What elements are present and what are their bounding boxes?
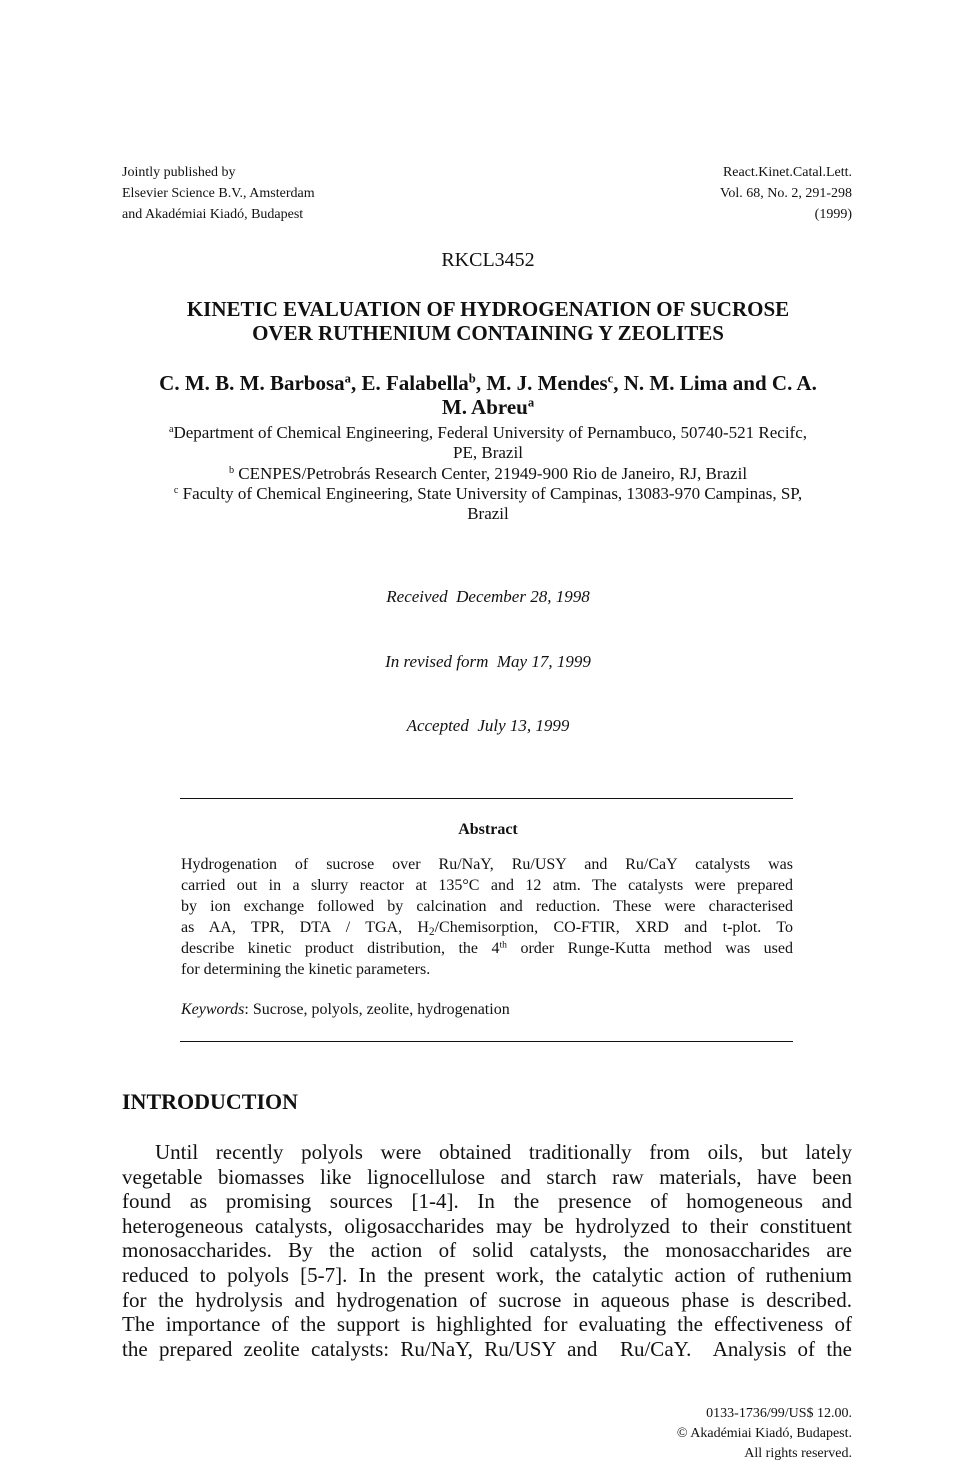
received-date: Received December 28, 1998	[386, 587, 590, 607]
publisher-line: Elsevier Science B.V., Amsterdam	[122, 186, 315, 201]
body-line: for the hydrolysis and hydrogenation of sucrose in aqueous phase is described.	[122, 1287, 852, 1312]
author: , E. Falabella	[350, 371, 469, 395]
author: , N. M. Lima and C. A.	[613, 371, 817, 395]
paper-title	[0, 297, 976, 345]
abstract-line	[181, 938, 793, 959]
journal-line: React.Kinet.Catal.Lett.	[722, 165, 852, 180]
abstract-line: carried out in a slurry reactor at 135°C and 12 atm. The catalysts were prepared	[181, 876, 793, 894]
dates	[0, 543, 976, 780]
revised-date: In revised form May 17, 1999	[385, 651, 591, 671]
superscript: th	[499, 939, 507, 951]
title-line: OVER RUTHENIUM CONTAINING Y ZEOLITES	[252, 321, 724, 345]
abstract-heading: Abstract	[458, 820, 518, 838]
journal-info	[720, 162, 852, 225]
footer-line: All rights reserved.	[744, 1446, 852, 1462]
subscript: 2	[428, 925, 435, 938]
keywords-label: Keywords	[181, 1000, 245, 1018]
author: M. Abreu	[441, 395, 528, 419]
page-header	[0, 162, 976, 225]
abstract-line: for determining the kinetic parameters.	[181, 960, 431, 978]
text: describe kinetic product distribution, the 4	[181, 939, 500, 957]
keywords	[181, 1000, 976, 1019]
divider	[180, 1041, 793, 1042]
body-line: heterogeneous catalysts, oligosaccharides may be hydrolyzed to their constituent	[122, 1213, 852, 1238]
publisher-line: and Akadémiai Kiadó, Budapest	[122, 207, 304, 222]
text: as AA, TPR, DTA / TGA, H	[181, 918, 429, 936]
body-line: the prepared zeolite catalysts: Ru/NaY, Ru/USY and Ru/CaY. Analysis of the	[122, 1336, 852, 1361]
authors	[0, 371, 976, 419]
title-line: KINETIC EVALUATION OF HYDROGENATION OF SUCROSE	[186, 297, 790, 321]
publisher-info	[122, 162, 315, 225]
abstract-line	[181, 917, 793, 938]
journal-line: Vol. 68, No. 2, 291-298	[720, 186, 852, 201]
affiliation-mark: b	[228, 464, 235, 476]
text: order Runge-Kutta method was used	[506, 939, 794, 957]
affiliation: PE, Brazil	[453, 443, 523, 463]
introduction-body	[122, 1140, 852, 1361]
affiliation: CENPES/Petrobrás Research Center, 21949-900 Rio de Janeiro, RJ, Brazil	[238, 463, 748, 483]
divider	[180, 798, 793, 799]
body-line: reduced to polyols [5-7]. In the present work, the catalytic action of ruthenium	[122, 1262, 852, 1287]
affiliations	[0, 423, 976, 524]
affiliation-mark: a	[344, 371, 351, 386]
abstract-line: Hydrogenation of sucrose over Ru/NaY, Ru/USY and Ru/CaY catalysts was	[181, 855, 793, 873]
copyright-footer	[0, 1404, 976, 1464]
section-heading: INTRODUCTION	[122, 1088, 299, 1114]
affiliation-mark: c	[173, 484, 179, 496]
author: C. M. B. M. Barbosa	[159, 371, 345, 395]
body-line: found as promising sources [1-4]. In the presence of homogeneous and	[122, 1189, 852, 1214]
article-id: RKCL3452	[441, 249, 535, 271]
affiliation: Department of Chemical Engineering, Federal University of Pernambuco, 50740-521 Recifc,	[173, 423, 808, 442]
body-line: The importance of the support is highlighted for evaluating the effectiveness of	[122, 1312, 852, 1337]
footer-line: © Akadémiai Kiadó, Budapest.	[676, 1426, 852, 1442]
keywords-text: : Sucrose, polyols, zeolite, hydrogenation	[244, 1000, 510, 1018]
accepted-date: Accepted July 13, 1999	[406, 716, 570, 736]
abstract-text	[181, 854, 793, 980]
affiliation-mark: c	[607, 371, 614, 386]
affiliation-mark: a	[527, 395, 535, 410]
affiliation: Faculty of Chemical Engineering, State University of Campinas, 13083-970 Campinas, SP,	[182, 483, 803, 503]
affiliation-mark: a	[168, 423, 174, 435]
publisher-line: Jointly published by	[122, 165, 236, 180]
body-line: Until recently polyols were obtained traditionally from oils, but lately	[155, 1139, 852, 1164]
abstract-line: by ion exchange followed by calcination and reduction. These were characterised	[181, 897, 793, 915]
paper-page	[0, 162, 976, 1464]
affiliation-mark: b	[468, 371, 476, 386]
author: , M. J. Mendes	[475, 371, 608, 395]
body-line: monosaccharides. By the action of solid catalysts, the monosaccharides are	[122, 1238, 852, 1263]
journal-line: (1999)	[814, 207, 852, 222]
footer-line: 0133-1736/99/US$ 12.00.	[706, 1406, 852, 1422]
affiliation: Brazil	[467, 504, 509, 524]
body-line: vegetable biomasses like lignocellulose and starch raw materials, have been	[122, 1164, 852, 1189]
text: /Chemisorption, CO-FTIR, XRD and t-plot. To	[434, 918, 793, 936]
